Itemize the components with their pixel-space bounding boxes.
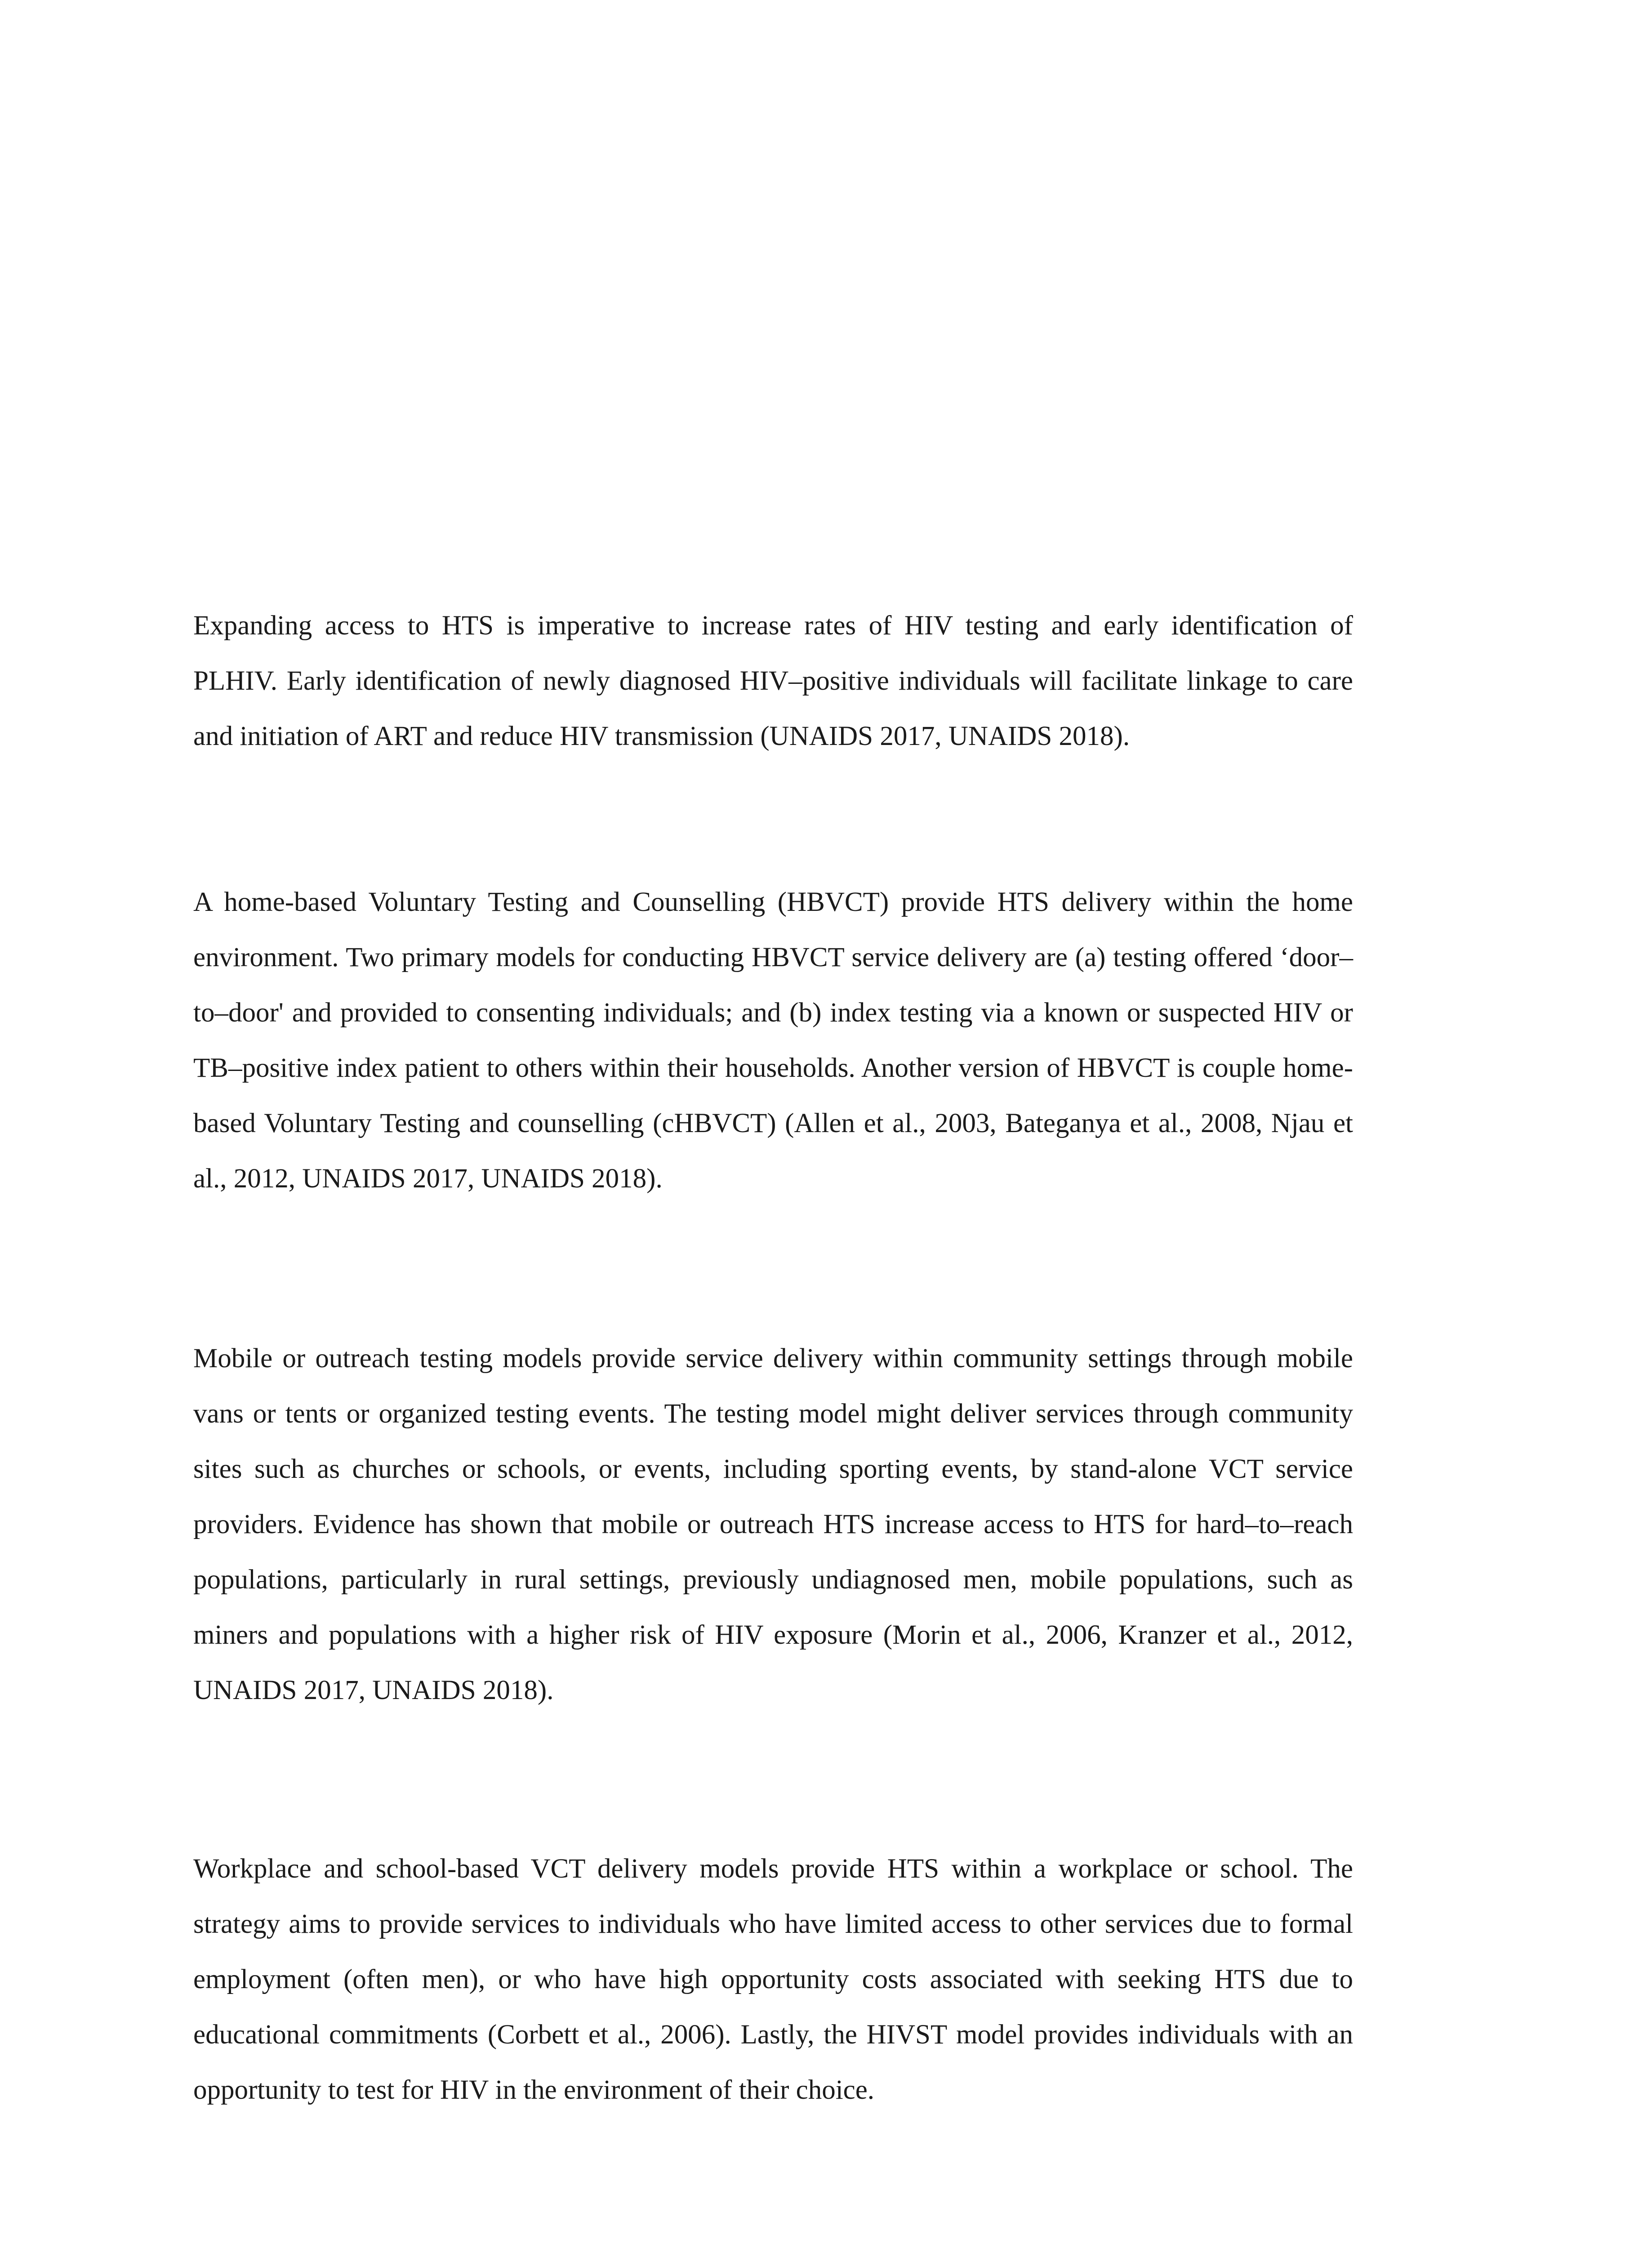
paragraph-workplace-school-vct: Workplace and school-based VCT delivery models provide HTS within a workplace or school. The strategy aims to provide services to individuals who have limited access to other services due to formal employment (often men), or who have high opportunity costs associated with seeking HTS due to educational commitments (Corbett et al., 2006). Lastly, the HIVST model provides individuals with an opportunity to test for HIV in the environment of their choice. <box>193 1854 1353 2105</box>
paragraph-hts-access: Expanding access to HTS is imperative to increase rates of HIV testing and early identification of PLHIV. Early identification of newly diagnosed HIV–positive individuals will facilitate linkage to care and initiation of ART and reduce HIV transmission (UNAIDS 2017, UNAIDS 2018). <box>193 611 1353 751</box>
paragraph-home-based-vct: A home-based Voluntary Testing and Counselling (HBVCT) provide HTS delivery within the home environment. Two primary models for conducting HBVCT service delivery are (a) testing offered ‘door–to–door' and provided to consenting individuals; and (b) index testing via a known or suspected HIV or TB–positive index patient to others within their households. Another version of HBVCT is couple home-based Voluntary Testing and counselling (cHBVCT) (Allen et al., 2003, Bateganya et al., 2008, Njau et al., 2012, UNAIDS 2017, UNAIDS 2018). <box>193 887 1353 1194</box>
paragraph-mobile-outreach-testing: Mobile or outreach testing models provide service delivery within community settings through mobile vans or tents or organized testing events. The testing model might deliver services through community sites such as churches or schools, or events, including sporting events, by stand-alone VCT service providers. Evidence has shown that mobile or outreach HTS increase access to HTS for hard–to–reach populations, particularly in rural settings, previously undiagnosed men, mobile populations, such as miners and populations with a higher risk of HIV exposure (Morin et al., 2006, Kranzer et al., 2012, UNAIDS 2017, UNAIDS 2018). <box>193 1343 1353 1705</box>
